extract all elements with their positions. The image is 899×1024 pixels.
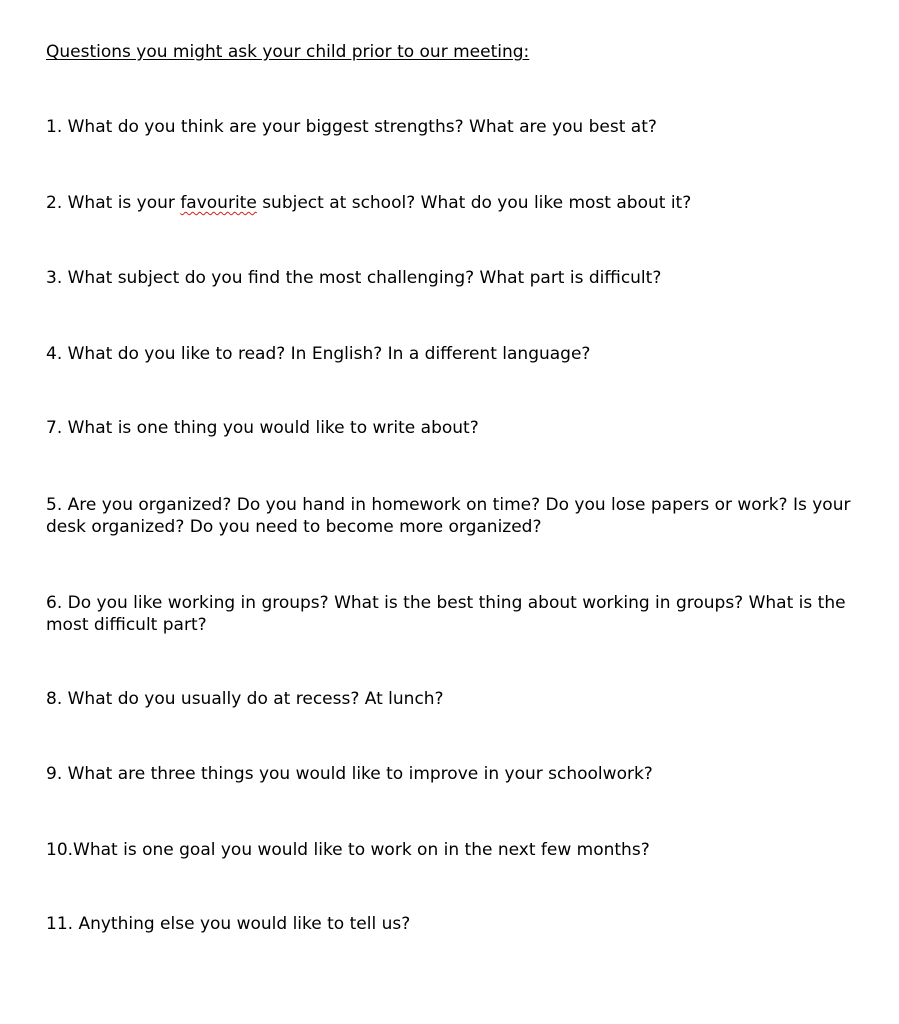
question-4: 4. What do you like to read? In English? In a different language? [46,344,591,364]
question-3: 3. What subject do you find the most challenging? What part is difficult? [46,268,662,288]
question-6: 6. Do you like working in groups? What is the best thing about working in groups? What is the most difficult part? [46,593,846,635]
question-2 [46,192,861,214]
question-5: 5. Are you organized? Do you hand in homework on time? Do you lose papers or work? Is your desk organized? Do you need to become more organized? [46,495,851,537]
question-7: 7. What is one thing you would like to write about? [46,418,479,438]
question-10: 10.What is one goal you would like to work on in the next few months? [46,840,650,860]
document-heading: Questions you might ask your child prior to our meeting: [46,42,530,62]
spellcheck-flagged-word: favourite [180,193,257,213]
question-2-after: subject at school? What do you like most about it? [256,193,692,213]
question-9: 9. What are three things you would like to improve in your schoolwork? [46,764,653,784]
question-1: 1. What do you think are your biggest strengths? What are you best at? [46,117,657,137]
question-11: 11. Anything else you would like to tell us? [46,914,411,934]
question-8: 8. What do you usually do at recess? At lunch? [46,689,444,709]
question-2-before: 2. What is your [46,193,181,213]
